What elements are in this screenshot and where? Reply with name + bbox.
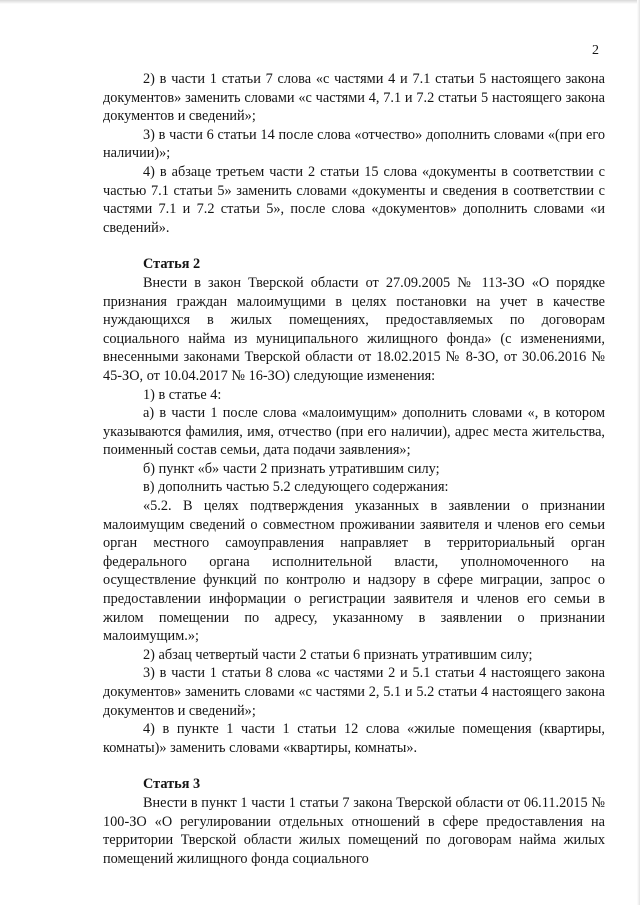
paragraph: 3) в части 1 статьи 8 слова «с частями 2 и 5.1 статьи 4 настоящего закона документов» заменить словами «с частями 2, 5.1 и 5.2 статьи 4 настоящего закона документов и сведений»; (103, 665, 605, 719)
paragraph: «5.2. В целях подтверждения указанных в заявлении о признании малоимущим сведений о совместном проживании заявителя и членов его семьи орган местного самоуправления направляет в территориальный орган федерального органа исполнительной власти, уполномоченного на осуществление функций по контролю и надзору в сфере миграции, запрос о предоставлении информации о регистрации заявителя и членов его семьи в жилом помещении по адресу, указанному в заявлении о признании малоимущим.»; (103, 498, 605, 645)
scan-edge-top (0, 0, 640, 4)
paragraph: 2) абзац четвертый части 2 статьи 6 признать утратившим силу; (143, 646, 533, 663)
paragraph: б) пункт «б» части 2 признать утратившим силу; (143, 460, 440, 477)
paragraph: 2) в части 1 статьи 7 слова «с частями 4 и 7.1 статьи 5 настоящего закона документов» заменить словами «с частями 4, 7.1 и 7.2 статьи 5 настоящего закона документов и сведений»; (103, 71, 605, 125)
article-3-section (103, 775, 605, 868)
article-2-section (103, 255, 605, 757)
page-number: 2 (592, 43, 599, 58)
paragraph: 4) в абзаце третьем части 2 статьи 15 слова «документы в соответствии с частью 7.1 статьи 5» заменить словами «документы и сведения в соответствии с частями 7.1 и 7.2 статьи 5», после слова «документов» дополнить словами «и сведений». (103, 163, 605, 236)
paragraph: а) в части 1 после слова «малоимущим» дополнить словами «, в котором указываются фамилия, имя, отчество (при его наличии), адрес места жительства, поименный состав семьи, дата подачи заявления»; (103, 405, 605, 459)
paragraph: 1) в статье 4: (143, 386, 222, 403)
article-heading: Статья 2 (143, 256, 201, 273)
document-body (103, 70, 605, 868)
paragraph: 3) в части 6 статьи 14 после слова «отчество» дополнить словами «(при его наличии)»; (103, 126, 605, 162)
paragraph: Внести в закон Тверской области от 27.09.2005 № 113-ЗО «О порядке признания граждан малоимущими в целях постановки на учет в качестве нуждающихся в жилых помещениях, предоставляемых по договорам социального найма из муниципального жилищного фонда» (с изменениями, внесенными законами Тверской области от 18.02.2015 № 8-ЗО, от 30.06.2016 № 45-ЗО, от 10.04.2017 № 16-ЗО) следующие изменения: (103, 274, 605, 384)
article-heading: Статья 3 (143, 776, 201, 793)
paragraph: в) дополнить частью 5.2 следующего содержания: (143, 479, 449, 496)
paragraph: Внести в пункт 1 части 1 статьи 7 закона Тверской области от 06.11.2015 № 100-ЗО «О регулировании отдельных отношений в сфере предоставления на территории Тверской области жилых помещений по договорам найма жилых помещений жилищного фонда социального (103, 794, 605, 867)
paragraph: 4) в пункте 1 части 1 статьи 12 слова «жилые помещения (квартиры, комнаты)» заменить словами «квартиры, комнаты». (103, 721, 605, 756)
amendments-block (103, 70, 605, 237)
